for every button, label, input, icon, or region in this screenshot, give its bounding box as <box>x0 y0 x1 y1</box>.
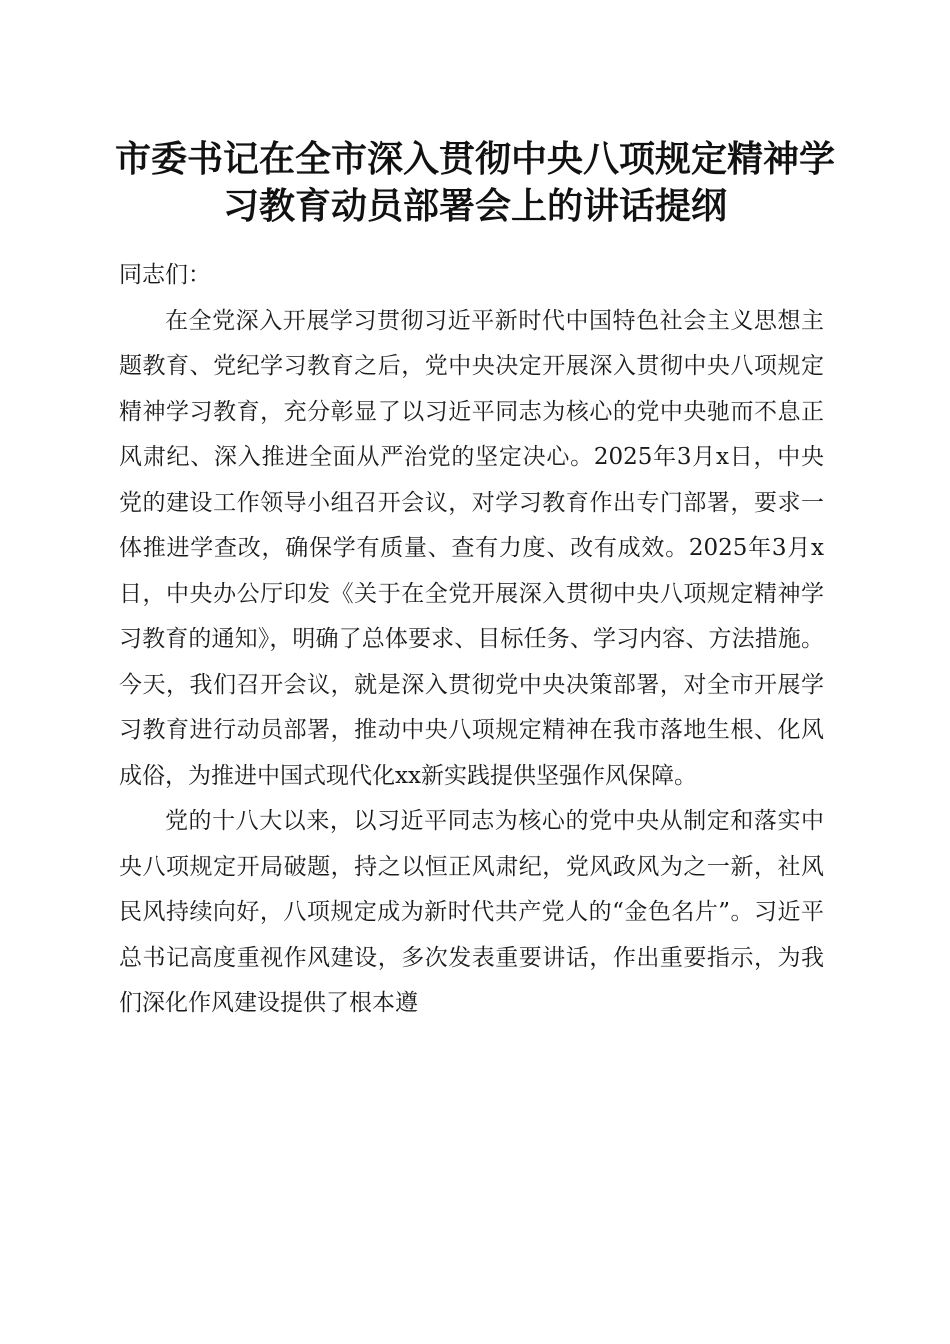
paragraph-1: 在全党深入开展学习贯彻习近平新时代中国特色社会主义思想主题教育、党纪学习教育之后，党中央决定开展深入贯彻中央八项规定精神学习教育，充分彰显了以习近平同志为核心的党中央驰而不息正风肃纪、深入推进全面从严治党的坚定决心。2025年3月x日，中央党的建设工作领导小组召开会议，对学习教育作出专门部署，要求一体推进学查改，确保学有质量、查有力度、改有成效。2025年3月x日，中央办公厅印发《关于在全党开展深入贯彻中央八项规定精神学习教育的通知》，明确了总体要求、目标任务、学习内容、方法措施。今天，我们召开会议，就是深入贯彻党中央决策部署，对全市开展学习教育进行动员部署，推动中央八项规定精神在我市落地生根、化风成俗，为推进中国式现代化xx新实践提供坚强作风保障。 <box>119 307 824 789</box>
paragraph-2: 党的十八大以来，以习近平同志为核心的党中央从制定和落实中央八项规定开局破题，持之以恒正风肃纪，党风政风为之一新，社风民风持续向好，八项规定成为新时代共产党人的“金色名片”。习近平总书记高度重视作风建设，多次发表重要讲话，作出重要指示，为我们深化作风建设提供了根本遵 <box>119 808 824 1016</box>
salutation: 同志们： <box>119 262 211 288</box>
document-body <box>119 253 824 1027</box>
document-title: 市委书记在全市深入贯彻中央八项规定精神学习教育动员部署会上的讲话提纲 <box>114 138 835 227</box>
